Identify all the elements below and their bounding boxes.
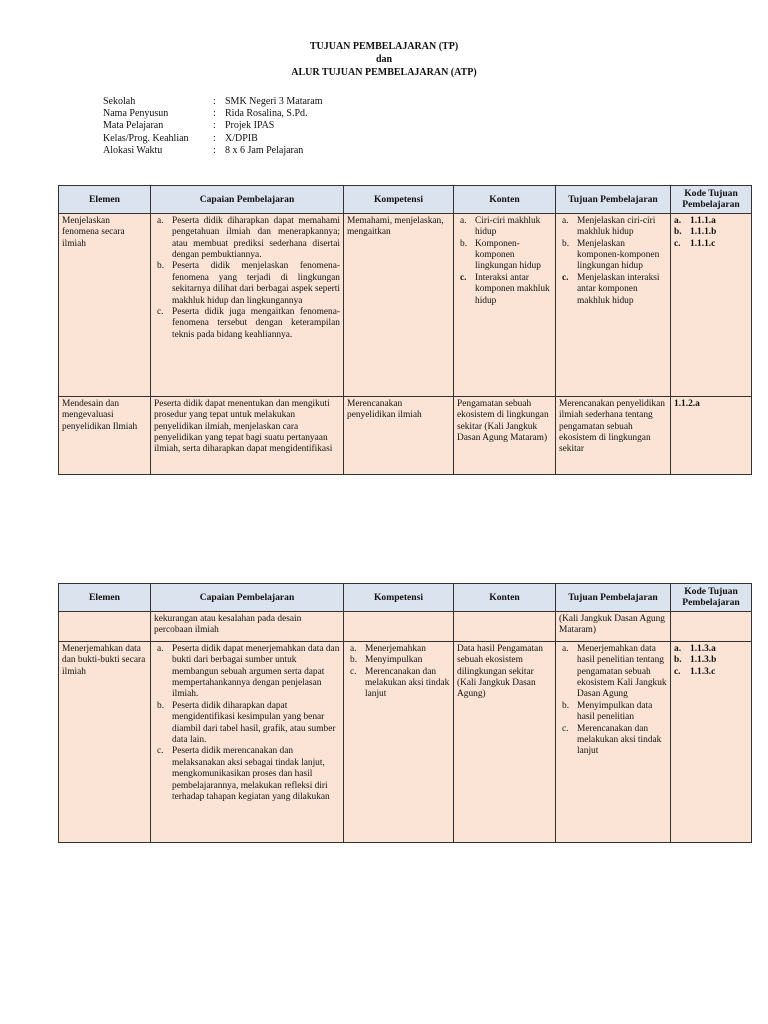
list-item: a. 1.1.1.a [674,215,716,226]
info-row: Sekolah : SMK Negeri 3 Mataram [103,96,323,107]
list-item: a. Ciri-ciri makhluk hidup [460,215,541,238]
info-row: Kelas/Prog. Keahlian : X/DPIB [103,132,258,144]
header-capaian: Capaian Pembelajaran [151,584,344,612]
list-item: b. Menjelaskan komponen-komponen lingkungan hidup [562,238,660,272]
list-item: a. Menjelaskan ciri-ciri makhluk hidup [562,215,656,238]
tp-table-2 [58,583,752,843]
header-elemen: Elemen [59,584,151,612]
list-item: a. 1.1.3.a [674,643,716,654]
header-kompetensi: Kompetensi [344,584,454,612]
cell-tujuan [556,641,671,842]
list-item: c. Peserta didik juga mengaitkan fenomena-fenomena tersebut dengan keterampilan teknis pada bidang keahliannya. [157,307,340,340]
header-capaian: Capaian Pembelajaran [151,186,344,214]
table-header-row [59,186,752,214]
header-elemen: Elemen [59,186,151,214]
cell-tujuan [556,213,671,396]
cell-tujuan: (Kali Jangkuk Dasan Agung Mataram) [556,611,671,641]
doc-title-1: TUJUAN PEMBELAJARAN (TP) [309,41,459,52]
cell-kompetensi [344,641,454,842]
list-item: c. 1.1.3.c [674,666,716,677]
doc-title-2: dan [375,54,393,65]
info-row: Mata Pelajaran : Projek IPAS [103,120,275,132]
cell-elemen: Mendesain dan mengevaluasi penyelidikan Ilmiah [59,396,151,474]
cell-konten [454,611,556,641]
list-item: b. 1.1.1.b [674,227,717,238]
table-row [59,611,752,641]
list-item: b. Menyimpulkan data hasil penelitian [562,700,653,723]
info-row: Nama Penyusun : Rida Rosalina, S.Pd. [103,108,308,120]
cell-konten [454,213,556,396]
cell-kode [671,213,752,396]
cell-kode [671,611,752,641]
list-item: a. Peserta didik dapat menerjemahkan data dan bukti dari berbagai sumber untuk membangun sebuah argumen serta dapat mempertahankannya dengan penjelasan ilmiah. [157,643,340,700]
list-item: c. Peserta didik merencanakan dan melaksanakan aksi sebagai tindak lanjut, mengkomunikasikan proses dan hasil pembelajarannya, melakukan refleksi diri terhadap tahapan kegiatan yang dilakukan [157,746,330,803]
list-item: c. Merencanakan dan melakukan aksi tindak lanjut [350,666,450,700]
header-konten: Konten [454,186,556,214]
header-tujuan: Tujuan Pembelajaran [556,186,671,214]
cell-kode: 1.1.2.a [671,396,752,474]
cell-konten: Pengamatan sebuah ekosistem di lingkungan sekitar (Kali Jangkuk Dasan Agung Mataram) [454,396,556,474]
table-row [59,641,752,842]
cell-capaian: kekurangan atau kesalahan pada desain percobaan ilmiah [151,611,344,641]
list-item: b. 1.1.3.b [674,655,717,666]
list-item: c. Menjelaskan interaksi antar komponen makhluk hidup [562,272,660,306]
table-row [59,213,752,396]
info-block [103,96,322,157]
header-kode: Kode Tujuan Pembelajaran [671,584,752,612]
header-kompetensi: Kompetensi [344,186,454,214]
cell-elemen: Menerjemahkan data dan bukti-bukti secara ilmiah [59,641,151,842]
list-item: a. Peserta didik diharapkan dapat memahami pengetahuan ilmiah dan menerapkannya; atau membuat prediksi sederhana disertai dengan pembuktiannya. [157,215,340,261]
header-tujuan: Tujuan Pembelajaran [556,584,671,612]
list-item: c. Merencanakan dan melakukan aksi tindak lanjut [562,723,662,757]
list-item: b. Peserta didik diharapkan dapat mengidentifikasi kesimpulan yang benar diambil dari tabel hasil, grafik, atau sumber data lain. [157,700,336,746]
list-item: c. 1.1.1.c [674,238,716,249]
cell-capaian [151,213,344,396]
list-item: b. Komponen-komponen lingkungan hidup [460,238,541,272]
list-item: a. Menerjemahkan [350,643,426,654]
cell-kompetensi: Merencanakan penyelidikan ilmiah [344,396,454,474]
list-item: b. Peserta didik menjelaskan fenomena-fenomena yang terjadi di lingkungan sekitarnya dilihat dari berbagai aspek seperti makhluk hidup dan lingkungannya [157,261,340,306]
cell-kode [671,641,752,842]
table-row [59,396,752,474]
cell-kompetensi: Memahami, menjelaskan, mengaitkan [344,213,454,396]
info-row: Alokasi Waktu : 8 x 6 Jam Pelajaran [103,144,304,156]
cell-elemen [59,611,151,641]
list-item: b. Menyimpulkan [350,655,423,666]
cell-elemen: Menjelaskan fenomena secara ilmiah [59,213,151,396]
list-item: a. Menerjemahkan data hasil penelitian tentang pengamatan sebuah ekosistem Kali Jangkuk Dasan Agung [562,643,667,700]
cell-capaian: Peserta didik dapat menentukan dan mengikuti prosedur yang tepat untuk melakukan penyelidikan ilmiah, menjelaskan cara penyelidikan yang tepat bagi suatu pertanyaan ilmiah, serta diharapkan dapat mengidentifikasi [151,396,344,474]
cell-kompetensi [344,611,454,641]
doc-title-3: ALUR TUJUAN PEMBELAJARAN (ATP) [291,67,477,78]
cell-konten: Data hasil Pengamatan sebuah ekosistem dilingkungan sekitar (Kali Jangkuk Dasan Agung) [454,641,556,842]
tp-table-1 [58,185,752,475]
header-konten: Konten [454,584,556,612]
cell-tujuan: Merencanakan penyelidikan ilmiah sederhana tentang pengamatan sebuah ekosistem di lingkungan sekitar [556,396,671,474]
header-kode: Kode Tujuan Pembelajaran [671,186,752,214]
table-header-row [59,584,752,612]
cell-capaian [151,641,344,842]
list-item: c. Interaksi antar komponen makhluk hidup [460,272,550,306]
